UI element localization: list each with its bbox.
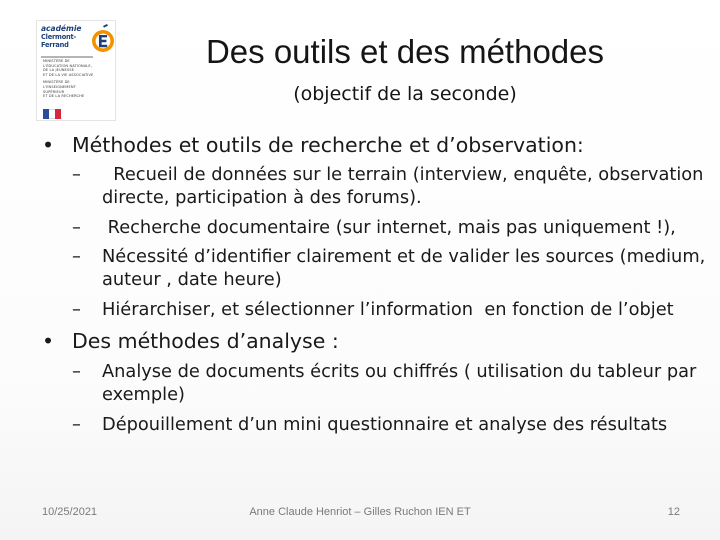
logo-wordmark (41, 25, 93, 49)
slide-title: Des outils et des méthodes (205, 33, 605, 70)
dash-icon: – (72, 164, 81, 185)
footer-author: Anne Claude Henriot – Gilles Ruchon IEN ET (249, 506, 471, 518)
footer-date: 10/25/2021 (42, 506, 98, 518)
logo-divider (41, 56, 93, 58)
logo-ministry-text: MINISTÈRE DE L'ÉDUCATION NATIONALE, DE LA JEUNESSE ET DE LA VIE ASSOCIATIVE MINISTÈRE DE L'ENSEIGNEMENT SUPÉRIEUR ET DE LA RECHERCHE (43, 59, 94, 99)
logo-city-text: Clermont-Ferrand (41, 33, 77, 49)
slide-subtitle: (objectif de la seconde) (293, 83, 517, 105)
logo-academie-text: académie (41, 24, 82, 33)
dash-icon: – (72, 361, 81, 382)
bullet-text: Méthodes et outils de recherche et d’observation: (72, 133, 584, 157)
logo-e-emblem-icon (91, 23, 115, 55)
bullet-level2: – Analyse de documents écrits ou chiffrés ( utilisation du tableur par exemple) (72, 361, 697, 405)
academie-logo (36, 20, 116, 121)
bullet-level2: – Recherche documentaire (sur internet, mais pas uniquement !), (72, 217, 676, 238)
bullet-level2: – Recueil de données sur le terrain (interview, enquête, observation directe, participation à des forums). (72, 164, 704, 208)
french-flag-icon (43, 109, 61, 119)
bullet-level2: – Nécessité d’identifier clairement et de valider les sources (medium, auteur , date heure) (72, 246, 706, 290)
bullet-level1 (42, 132, 702, 158)
dash-icon: – (72, 246, 81, 267)
dash-icon: – (72, 217, 81, 238)
footer-page-number: 12 (667, 506, 680, 518)
bullet-level2: – Dépouillement d’un mini questionnaire et analyse des résultats (72, 414, 668, 435)
bullet-dot-icon: • (42, 133, 55, 157)
bullet-text: Des méthodes d’analyse : (72, 329, 339, 353)
dash-icon: – (72, 299, 81, 320)
bullet-level1 (42, 328, 702, 354)
bullet-level2: – Hiérarchiser, et sélectionner l’information en fonction de l’objet (72, 299, 674, 320)
bullet-dot-icon: • (42, 329, 55, 353)
dash-icon: – (72, 414, 81, 435)
